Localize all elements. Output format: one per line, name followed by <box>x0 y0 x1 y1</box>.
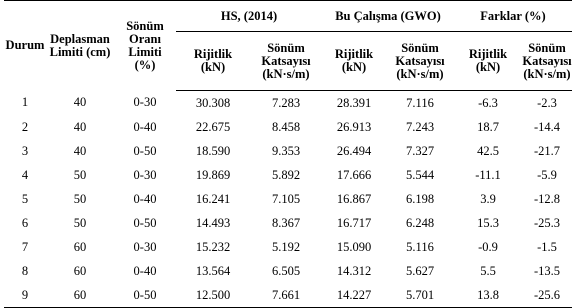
hs-rijitlik-line-2: (kN) <box>200 60 226 74</box>
cell-sonum-orani: 0-40 <box>133 191 157 206</box>
cell-deplasman: 60 <box>46 283 114 308</box>
cell-hs-katsayi: 5.892 <box>271 167 301 182</box>
results-table-container <box>4 0 572 308</box>
sonum-orani-line-1: Sönüm <box>126 18 164 33</box>
cell-sonum-orani: 0-40 <box>133 119 157 134</box>
cell-farklar-rijitlik: -0.9 <box>478 239 498 254</box>
cell-sonum-orani: 0-40 <box>133 263 157 278</box>
cell-farklar-rijitlik: 18.7 <box>477 119 499 134</box>
table-header <box>4 1 572 91</box>
results-table <box>4 0 572 308</box>
cell-gwo-katsayi: 7.243 <box>405 119 435 134</box>
hs-katsayi-header <box>250 32 322 91</box>
cell-farklar-katsayi: -2.3 <box>537 95 557 110</box>
cell-farklar-katsayi: -1.5 <box>537 239 557 254</box>
cell-farklar-katsayi: -21.7 <box>533 143 561 158</box>
sonum-orani-line-4: (%) <box>134 57 156 72</box>
cell-durum: 4 <box>21 167 29 182</box>
cell-sonum-orani: 0-30 <box>133 239 157 254</box>
sonum-orani-line-2: Oranı <box>129 31 161 46</box>
cell-deplasman: 40 <box>73 95 87 110</box>
table-row <box>4 187 572 211</box>
cell-farklar-katsayi: -13.5 <box>533 263 561 278</box>
farklar-rijitlik-line-1: Rijitlik <box>468 47 508 61</box>
cell-sonum-orani: 0-50 <box>133 143 157 158</box>
table-row <box>4 259 572 283</box>
cell-hs-rijitlik: 16.241 <box>195 191 231 206</box>
cell-durum: 7 <box>21 239 29 254</box>
cell-hs-katsayi: 8.367 <box>271 215 301 230</box>
cell-gwo-rijitlik: 26.913 <box>336 119 372 134</box>
cell-hs-katsayi: 8.458 <box>271 119 301 134</box>
table-row <box>4 283 572 308</box>
cell-farklar-katsayi: -25.3 <box>533 215 561 230</box>
gwo-katsayi-line-1: Sönüm <box>401 40 439 55</box>
cell-hs-katsayi: 5.192 <box>271 239 301 254</box>
cell-farklar-rijitlik: 13.8 <box>454 283 522 308</box>
cell-deplasman: 40 <box>73 143 87 158</box>
cell-gwo-katsayi: 6.248 <box>405 215 435 230</box>
cell-gwo-rijitlik: 14.312 <box>336 263 372 278</box>
cell-durum: 8 <box>21 263 29 278</box>
cell-durum: 6 <box>21 215 29 230</box>
cell-gwo-katsayi: 7.327 <box>405 143 435 158</box>
hs-katsayi-line-2: Katsayısı <box>261 53 311 68</box>
cell-hs-rijitlik: 12.500 <box>176 283 250 308</box>
cell-farklar-katsayi: -5.9 <box>537 167 557 182</box>
farklar-katsayi-line-3: (kN·s/m) <box>523 66 571 81</box>
gwo-katsayi-line-3: (kN·s/m) <box>396 66 444 81</box>
cell-gwo-rijitlik: 17.666 <box>336 167 372 182</box>
cell-deplasman: 60 <box>73 239 87 254</box>
table-row <box>4 91 572 116</box>
table-row <box>4 163 572 187</box>
gwo-rijitlik-line-1: Rijitlik <box>334 47 374 61</box>
cell-sonum-orani: 0-50 <box>133 215 157 230</box>
deplasman-line-2: Limiti (cm) <box>49 44 111 59</box>
table-row <box>4 115 572 139</box>
cell-farklar-katsayi: -12.8 <box>533 191 561 206</box>
gwo-katsayi-header <box>386 32 454 91</box>
cell-gwo-rijitlik: 16.867 <box>336 191 372 206</box>
cell-durum: 3 <box>21 143 29 158</box>
cell-hs-rijitlik: 18.590 <box>195 143 231 158</box>
farklar-katsayi-header <box>522 32 572 91</box>
cell-gwo-katsayi: 5.544 <box>405 167 435 182</box>
group-hs-2014: HS, (2014) <box>176 1 322 32</box>
cell-farklar-rijitlik: 5.5 <box>480 263 496 278</box>
sonum-orani-line-3: Limiti <box>128 44 162 59</box>
cell-hs-katsayi: 6.505 <box>271 263 301 278</box>
gwo-katsayi-line-2: Katsayısı <box>395 53 445 68</box>
cell-deplasman: 40 <box>73 119 87 134</box>
group-farklar: Farklar (%) <box>454 1 572 32</box>
cell-farklar-katsayi: -14.4 <box>533 119 561 134</box>
cell-sonum-orani: 0-50 <box>114 283 176 308</box>
cell-gwo-katsayi: 5.116 <box>406 239 434 254</box>
farklar-katsayi-line-2: Katsayısı <box>522 53 572 68</box>
cell-gwo-rijitlik: 15.090 <box>336 239 372 254</box>
cell-farklar-rijitlik: 3.9 <box>480 191 496 206</box>
cell-durum: 9 <box>4 283 46 308</box>
col-deplasman-header <box>46 1 114 91</box>
col-durum-header: Durum <box>4 1 46 91</box>
cell-gwo-katsayi: 5.627 <box>405 263 435 278</box>
farklar-rijitlik-line-2: (kN) <box>475 60 501 74</box>
cell-farklar-rijitlik: 15.3 <box>477 215 499 230</box>
cell-hs-rijitlik: 15.232 <box>195 239 231 254</box>
cell-deplasman: 60 <box>73 263 87 278</box>
cell-hs-rijitlik: 13.564 <box>195 263 231 278</box>
farklar-katsayi-line-1: Sönüm <box>528 40 566 55</box>
hs-rijitlik-header <box>176 32 250 91</box>
cell-sonum-orani: 0-30 <box>133 167 157 182</box>
cell-hs-katsayi: 7.283 <box>271 95 301 110</box>
cell-gwo-rijitlik: 16.717 <box>336 215 372 230</box>
hs-katsayi-line-3: (kN·s/m) <box>262 66 310 81</box>
deplasman-line-1: Deplasman <box>50 31 110 46</box>
cell-deplasman: 50 <box>73 191 87 206</box>
col-sonum-orani-header <box>114 1 176 91</box>
cell-gwo-katsayi: 6.198 <box>405 191 435 206</box>
hs-katsayi-line-1: Sönüm <box>267 40 305 55</box>
cell-sonum-orani: 0-30 <box>133 95 157 110</box>
cell-durum: 1 <box>21 95 29 110</box>
cell-farklar-rijitlik: -11.1 <box>475 167 501 182</box>
table-row <box>4 139 572 163</box>
cell-gwo-rijitlik: 14.227 <box>322 283 386 308</box>
table-body <box>4 91 572 308</box>
cell-hs-rijitlik: 19.869 <box>195 167 231 182</box>
table-row <box>4 211 572 235</box>
cell-hs-rijitlik: 30.308 <box>195 95 231 110</box>
cell-farklar-rijitlik: -6.3 <box>478 95 498 110</box>
group-gwo: Bu Çalışma (GWO) <box>322 1 454 32</box>
cell-gwo-rijitlik: 28.391 <box>336 95 372 110</box>
cell-durum: 2 <box>21 119 29 134</box>
cell-farklar-katsayi: -25.6 <box>522 283 572 308</box>
table-row <box>4 235 572 259</box>
hs-rijitlik-line-1: Rijitlik <box>193 47 233 61</box>
cell-gwo-rijitlik: 26.494 <box>336 143 372 158</box>
cell-hs-katsayi: 9.353 <box>271 143 301 158</box>
cell-hs-rijitlik: 22.675 <box>195 119 231 134</box>
cell-hs-katsayi: 7.105 <box>271 191 301 206</box>
cell-hs-katsayi: 7.661 <box>250 283 322 308</box>
gwo-rijitlik-header <box>322 32 386 91</box>
farklar-rijitlik-header <box>454 32 522 91</box>
cell-gwo-katsayi: 7.116 <box>406 95 434 110</box>
cell-gwo-katsayi: 5.701 <box>386 283 454 308</box>
gwo-rijitlik-line-2: (kN) <box>341 60 367 74</box>
cell-farklar-rijitlik: 42.5 <box>477 143 499 158</box>
cell-hs-rijitlik: 14.493 <box>195 215 231 230</box>
cell-deplasman: 50 <box>73 167 87 182</box>
cell-deplasman: 50 <box>73 215 87 230</box>
cell-durum: 5 <box>21 191 29 206</box>
